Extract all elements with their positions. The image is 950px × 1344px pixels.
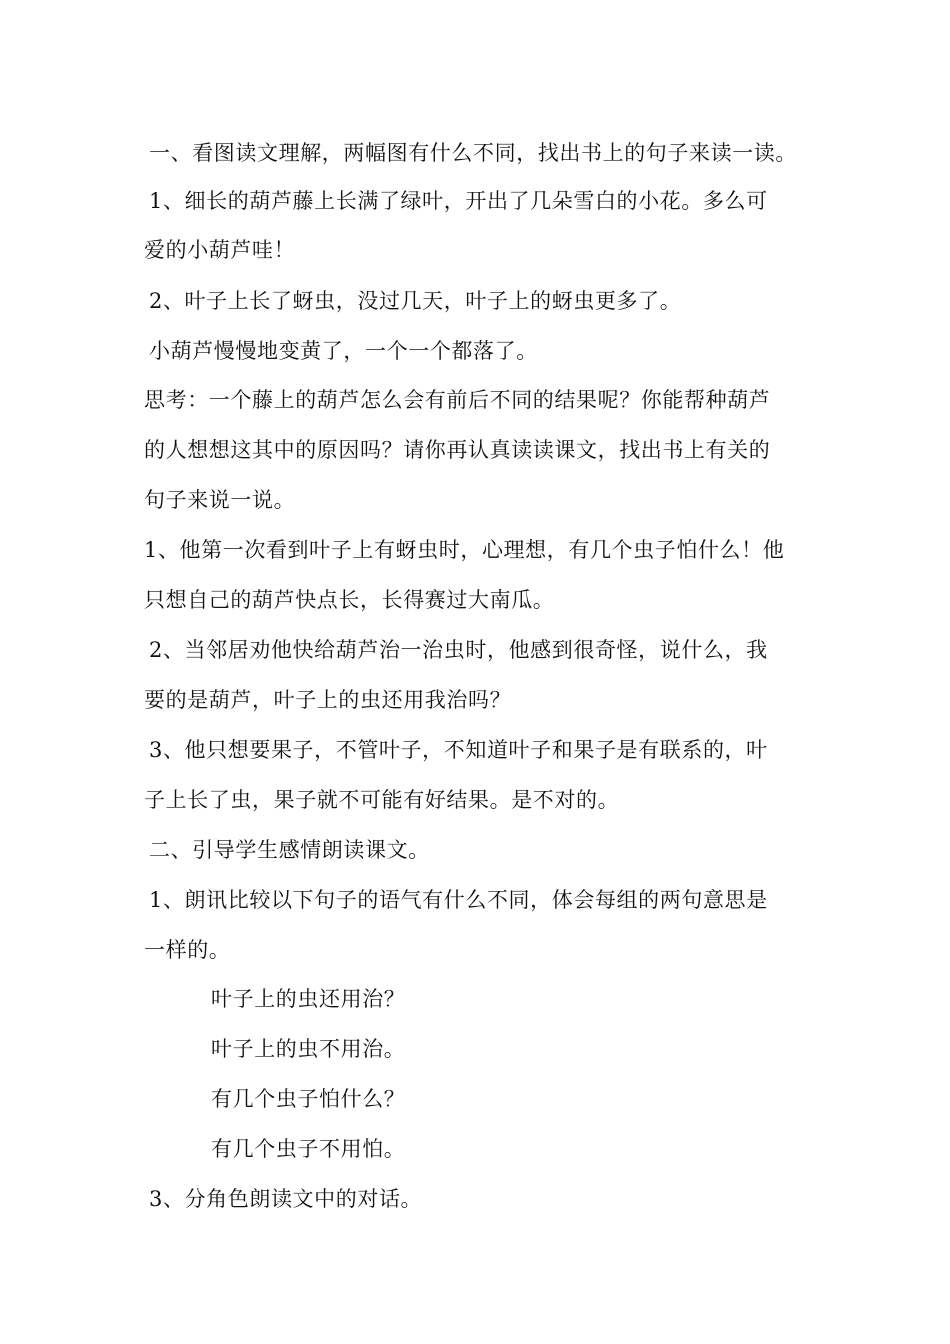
paragraph-line: 2、叶子上长了蚜虫，没过几天，叶子上的蚜虫更多了。	[149, 289, 682, 313]
example-sentence: 有几个虫子怕什么？	[211, 1087, 406, 1111]
paragraph-line: 3、分角色朗读文中的对话。	[149, 1187, 423, 1211]
paragraph-line: 只想自己的葫芦快点长，长得赛过大南瓜。	[144, 588, 555, 612]
paragraph-line: 子上长了虫，果子就不可能有好结果。是不对的。	[144, 788, 620, 812]
paragraph-line: 小葫芦慢慢地变黄了，一个一个都落了。	[149, 339, 538, 363]
paragraph-line: 1、朗讯比较以下句子的语气有什么不同，体会每组的两句意思是	[149, 888, 768, 912]
paragraph-line: 要的是葫芦，叶子上的虫还用我治吗？	[144, 688, 512, 712]
paragraph-line: 句子来说一说。	[144, 488, 296, 512]
paragraph-line: 爱的小葫芦哇！	[144, 238, 296, 262]
paragraph-line: 思考：一个藤上的葫芦怎么会有前后不同的结果呢？你能帮种葫芦	[144, 388, 771, 412]
example-sentence: 叶子上的虫还用治？	[211, 987, 406, 1011]
example-sentence: 有几个虫子不用怕。	[211, 1137, 406, 1161]
section-heading-2: 二、引导学生感情朗读课文。	[149, 838, 430, 862]
paragraph-line: 的人想想这其中的原因吗？请你再认真读读课文，找出书上有关的	[144, 438, 771, 462]
paragraph-line: 1、细长的葫芦藤上长满了绿叶，开出了几朵雪白的小花。多么可	[149, 189, 768, 213]
paragraph-line: 1、他第一次看到叶子上有蚜虫时，心理想，有几个虫子怕什么！他	[144, 538, 785, 562]
paragraph-line: 3、他只想要果子，不管叶子，不知道叶子和果子是有联系的，叶	[149, 738, 768, 762]
section-heading-1: 一、看图读文理解，两幅图有什么不同，找出书上的句子来读一读。	[149, 141, 797, 165]
paragraph-line: 2、当邻居劝他快给葫芦治一治虫时，他感到很奇怪，说什么，我	[149, 638, 768, 662]
paragraph-line: 一样的。	[144, 938, 231, 962]
example-sentence: 叶子上的虫不用治。	[211, 1037, 406, 1061]
